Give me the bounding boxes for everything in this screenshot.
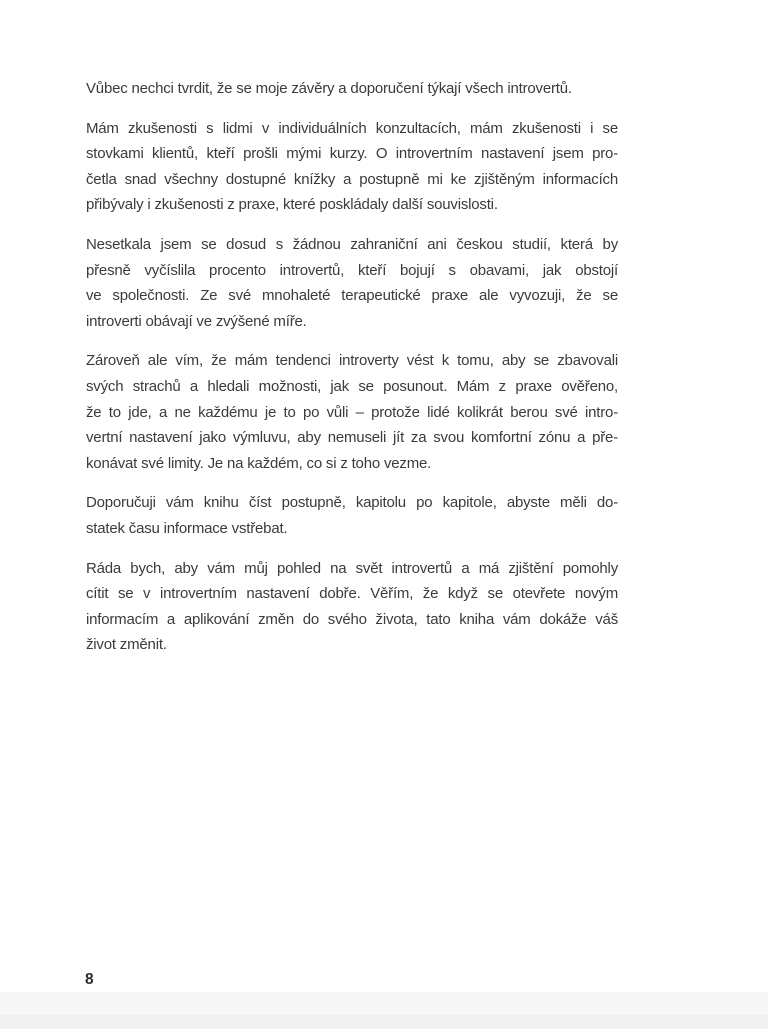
- text-line: Vůbec nechci tvrdit, že se moje závěry a doporučení týkají všech introvertů.: [86, 80, 572, 97]
- text-line: Ráda bych, aby vám můj pohled na svět introvertů a má zjištění pomohly: [86, 559, 618, 577]
- text-line: introverti obávají ve zvýšené míře.: [86, 312, 307, 330]
- text-line: četla snad všechny dostupné knížky a postupně mi ke zjištěným informacích: [86, 170, 618, 188]
- text-block: [86, 76, 618, 672]
- paragraph: [86, 116, 618, 218]
- text-line: život změnit.: [86, 636, 167, 654]
- paragraph: [86, 556, 618, 658]
- text-line: Zároveň ale vím, že mám tendenci introverty vést k tomu, aby se zbavovali: [86, 352, 618, 370]
- text-line: stovkami klientů, kteří prošli mými kurzy. O introvertním nastavení jsem pro-: [86, 145, 618, 163]
- page-gap-band: [0, 992, 768, 1015]
- text-line: ve společnosti. Ze své mnohaleté terapeutické praxe ale vyvozuji, že se: [86, 287, 618, 305]
- paragraph: [86, 348, 618, 476]
- paragraph: [86, 232, 618, 334]
- text-line: svých strachů a hledali možnosti, jak se posunout. Mám z praxe ověřeno,: [86, 377, 618, 395]
- text-line: vertní nastavení jako výmluvu, aby nemuseli jít za svou komfortní zónu a pře-: [86, 429, 618, 447]
- paragraph: [86, 76, 618, 102]
- text-line: přibývaly i zkušenosti z praxe, které poskládaly další souvislosti.: [86, 196, 498, 214]
- text-line: přesně vyčíslila procento introvertů, kteří bojují s obavami, jak obstojí: [86, 261, 618, 279]
- text-line: informacím a aplikování změn do svého života, tato kniha vám dokáže váš: [86, 610, 618, 628]
- text-line: konávat své limity. Je na každém, co si z toho vezme.: [86, 454, 432, 472]
- paragraph: [86, 490, 618, 541]
- text-line: Nesetkala jsem se dosud s žádnou zahraniční ani českou studií, která by: [86, 235, 618, 253]
- text-line: Doporučuji vám knihu číst postupně, kapitolu po kapitole, abyste měli do-: [86, 494, 618, 512]
- text-line: statek času informace vstřebat.: [86, 519, 288, 537]
- page-number: 8: [85, 971, 94, 988]
- text-line: Mám zkušenosti s lidmi v individuálních konzultacích, mám zkušenosti i se: [86, 119, 618, 137]
- text-line: že to jde, a ne každému je to po vůli – protože lidé kolikrát berou své intro-: [86, 403, 618, 421]
- text-line: cítit se v introvertním nastavení dobře. Věřím, že když se otevřete novým: [86, 585, 618, 603]
- next-page-edge: [0, 1015, 768, 1029]
